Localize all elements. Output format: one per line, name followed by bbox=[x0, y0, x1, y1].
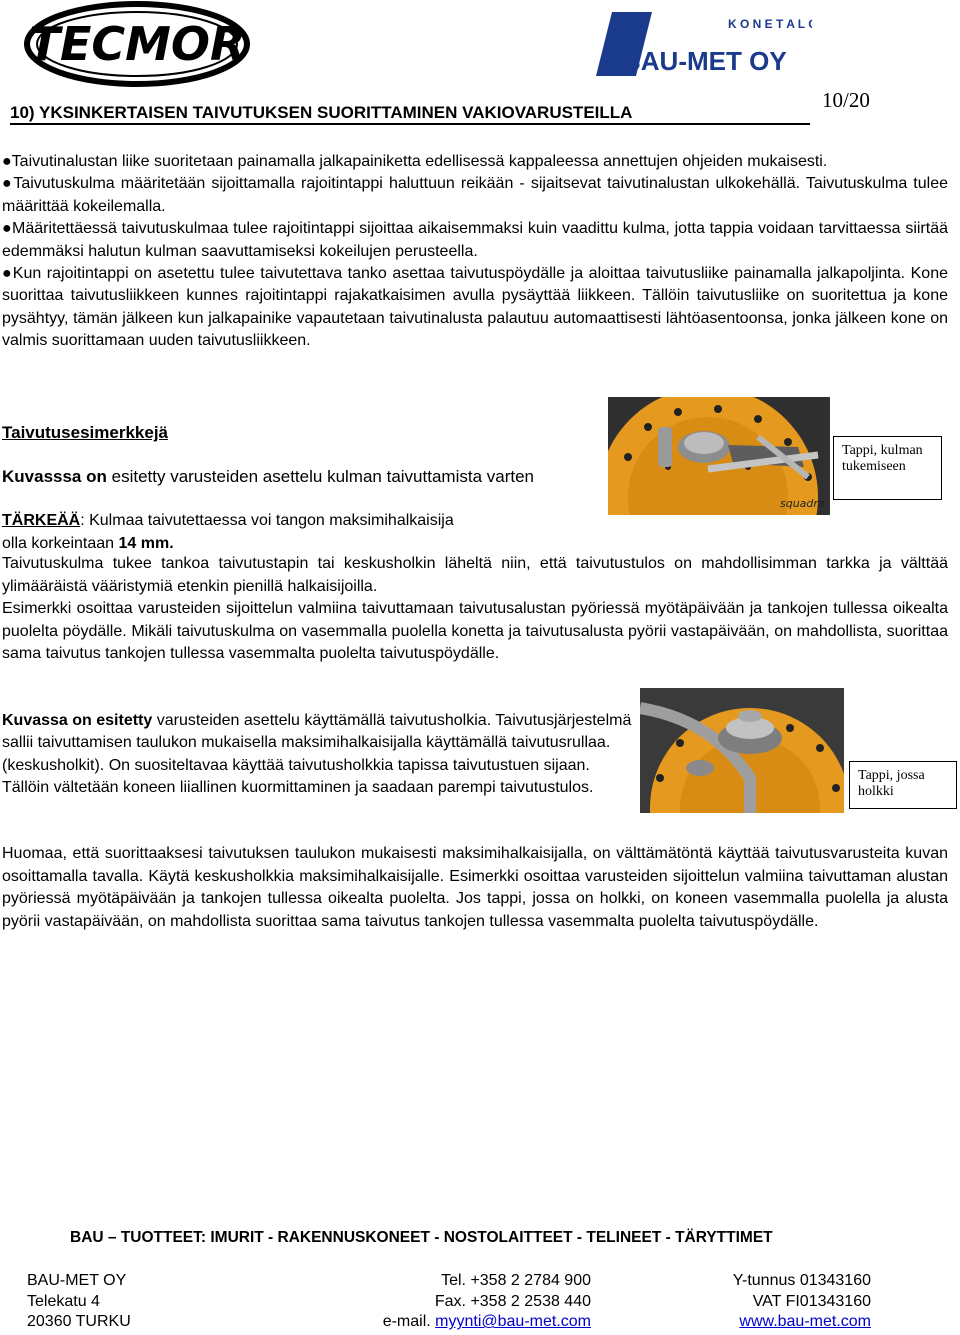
figure1-photo bbox=[608, 397, 830, 515]
list-item: ●Kun rajoitintappi on asetettu tulee taivutettava tanko asettaa taivutuspöydälle ja aloittaa taivutusliike painamalla jalkapoljinta. Kone suorittaa taivutusliikkeen kunnes rajoitintappi rajakatkaisimen avulla pysäyttää liikkeen. Tällöin taivutusliike on suoritettua ja kone pysähtyy, tämän jälkeen kun jalkapainike vapautetaan taivutinalusta palautuu automaattisesti lähtöasentoonsa, jonka jälkeen kone on valmis suorittamaan uuden taivutusliikkeen. bbox=[2, 265, 949, 350]
email-link[interactable]: myynti@bau-met.com bbox=[435, 1313, 591, 1331]
list-item: ●Määritettäessä taivutuskulmaa tulee rajoitintappi sijoittaa aikaisemmaksi kuin vaadittu kulma, jotta tappia voidaan tarvittaessa siirtää edemmäksi halutun kulman saavuttamiseksi kokeilujen perusteella. bbox=[2, 220, 948, 260]
footer-contact: Tel. +358 2 2784 900 Fax. +358 2 2538 440 e-mail. myynti@bau-met.com bbox=[382, 1272, 591, 1331]
page-number: 10/20 bbox=[822, 88, 870, 112]
section-heading: Taivutusesimerkkejä bbox=[2, 423, 168, 442]
footer-products: BAU – TUOTTEET: IMURIT - RAKENNUSKONEET - NOSTOLAITTEET - TELINEET - TÄRYTTIMET bbox=[70, 1229, 773, 1246]
squadra-label: squadra bbox=[780, 497, 825, 510]
website-link[interactable]: www.bau-met.com bbox=[739, 1313, 871, 1331]
paragraph-max-diameter: Huomaa, että suorittaaksesi taivutuksen taulukon mukaisesti maksimihalkaisijalla, on välttämätöntä käyttää taivutusvarusteita kuvan osoittamalla tavalla. Käytä keskusholkkia maksimihalkaisijalle. Esimerkki osoittaa varusteiden sijoittelun valmiina taivuttaman alustan pyöriessä myötäpäivään ja tankojen tullessa oikealta puolelta. Jos tappi, jossa on holkki, on koneen vasemmalla puolella ja alusta pyörii vastapäivään, on mahdollista suorittaa sama taivutus tankojen tullessa vasemmalta puolelta taivutuspöydälle. bbox=[2, 845, 948, 930]
paragraph-angle: Taivutuskulma tukee tankoa taivutustapin tai keskusholkin läheltä niin, että taivutustulos on mahdollisimman tarkka ja välttää ylimääräistä vääristymiä etenkin pienillä halkaisijoilla. Esimerkki osoittaa varusteiden sijoittelun valmiina taivuttamaan taivutusalustan pyöriessä myötäpäivään ja tankojen tullessa oikealta puolelta pöydälle. Mikäli taivutuskulma on vasemmalla puolella konetta ja taivutusalusta pyörii vastapäivään, on mahdollista, suorittaa sama taivutus tankojen tullessa vasemmalta puolelta taivutuspöydälle. bbox=[2, 555, 948, 663]
bullet-icon: ● bbox=[2, 220, 12, 238]
list-item: ●Taivutinalustan liike suoritetaan painamalla jalkapainiketta edellisessä kappaleessa annettujen ohjeiden mukaisesti. bbox=[2, 153, 828, 170]
bullet-list bbox=[2, 151, 948, 353]
figure2-caption: Kuvassa on esitetty varusteiden asettelu käyttämällä taivutusholkia. Taivutusjärjestelmä sallii taivuttamisen taulukon mukaisella maksimihalkaisijalla käyttämällä taivutusrullaa. (keskusholkit). On suositeltavaa käyttää taivutusholkkia tapissa taivutustuen sijaan. Tällöin vältetään koneen liiallinen kuormittaminen ja saadaan parempi taivutustulos. bbox=[2, 712, 632, 797]
bau-met-logo bbox=[592, 4, 812, 80]
list-item: ●Taivutuskulma määritetään sijoittamalla rajoitintappi haluttuun reikään - sijaitsevat taivutinalustan ulkokehällä. Taivutuskulma tulee määrittää kokeilemalla. bbox=[2, 175, 948, 215]
figure2-photo bbox=[640, 688, 844, 813]
footer-address: BAU-MET OY Telekatu 4 20360 TURKU bbox=[27, 1272, 131, 1331]
footer-company-ids: Y-tunnus 01343160 VAT FI01343160 www.bau-met.com bbox=[732, 1272, 871, 1331]
logo-konetalo-text: K O N E T A L O bbox=[728, 17, 812, 31]
callout-tappi-holkki: Tappi, jossa holkki bbox=[849, 761, 957, 809]
logo-baumet-text: BAU-MET OY bbox=[622, 46, 787, 76]
bullet-icon: ● bbox=[2, 153, 12, 170]
title-underline bbox=[10, 123, 810, 125]
figure1-caption: Kuvasssa on esitetty varusteiden asettelu kulman taivuttamista varten bbox=[2, 467, 534, 486]
important-note: TÄRKEÄÄ: Kulmaa taivutettaessa voi tangon maksimihalkaisija olla korkeintaan 14 mm. bbox=[2, 512, 454, 552]
bullet-icon: ● bbox=[2, 175, 14, 193]
bullet-icon: ● bbox=[2, 265, 13, 283]
callout-tappi: Tappi, kulman tukemiseen bbox=[833, 436, 942, 500]
page-title: 10) YKSINKERTAISEN TAIVUTUKSEN SUORITTAMINEN VAKIOVARUSTEILLA bbox=[10, 103, 633, 122]
tecmor-logo bbox=[22, 0, 252, 90]
tecmor-logo-text: TECMOR bbox=[28, 17, 246, 71]
